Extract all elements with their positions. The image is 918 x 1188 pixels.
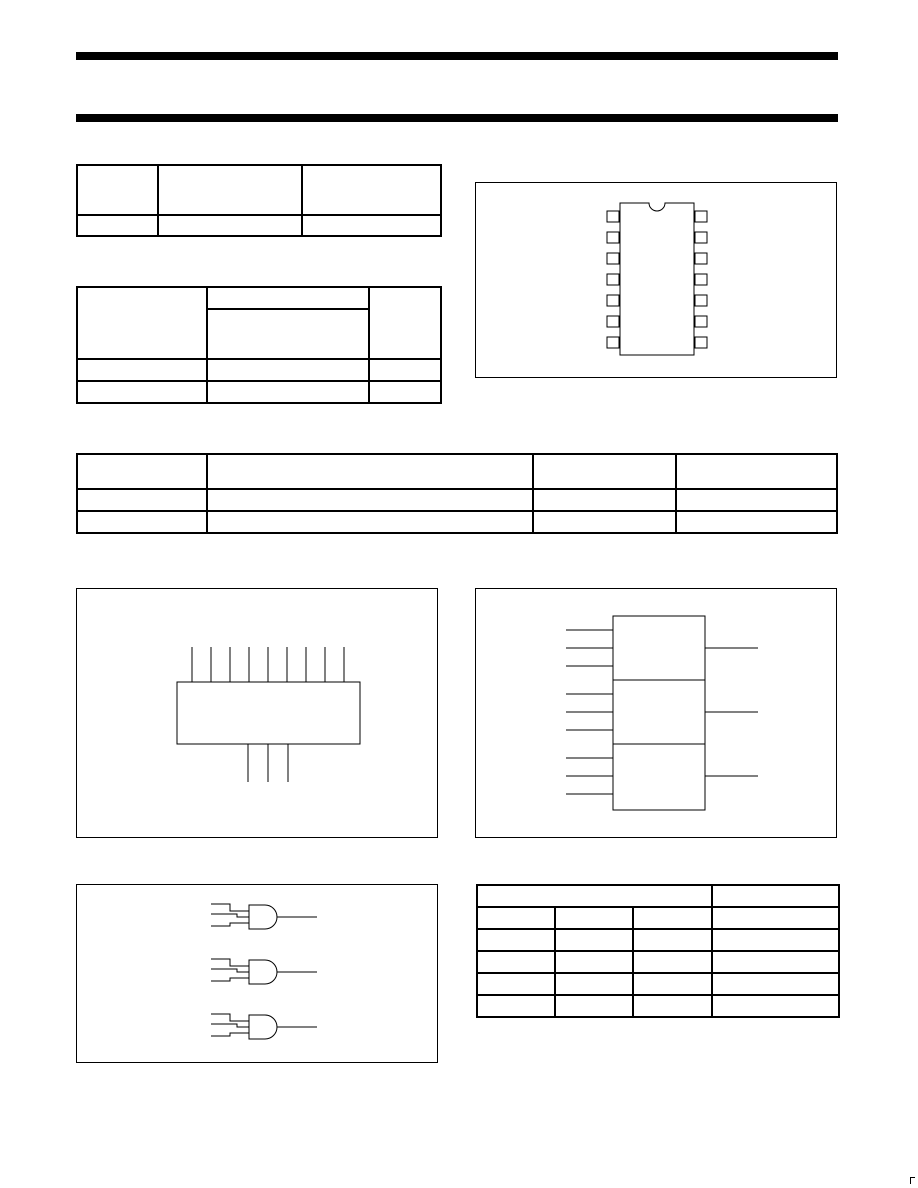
table-cell bbox=[477, 907, 555, 929]
table-cell bbox=[302, 215, 441, 236]
table-cell bbox=[207, 511, 533, 533]
pin-left bbox=[607, 295, 619, 306]
characteristics-table bbox=[76, 453, 838, 534]
temperature-table bbox=[76, 286, 442, 404]
pin-left bbox=[607, 316, 619, 327]
table-cell bbox=[477, 951, 555, 973]
table-cell bbox=[633, 929, 712, 951]
package-body bbox=[620, 203, 694, 355]
table-cell bbox=[676, 511, 837, 533]
table-cell bbox=[369, 381, 441, 403]
table-cell bbox=[555, 907, 633, 929]
gate-input bbox=[211, 978, 249, 981]
gate-input bbox=[211, 959, 249, 966]
gate-input bbox=[211, 1024, 249, 1027]
pin-left bbox=[607, 253, 619, 264]
table-cell bbox=[533, 511, 676, 533]
table-cell bbox=[676, 489, 837, 511]
function-section bbox=[613, 616, 705, 680]
pin-left bbox=[607, 274, 619, 285]
table-cell bbox=[712, 929, 839, 951]
table-cell bbox=[369, 359, 441, 381]
table-cell bbox=[77, 359, 207, 381]
table-cell bbox=[555, 951, 633, 973]
table-cell bbox=[477, 995, 555, 1017]
table-cell bbox=[712, 951, 839, 973]
table-cell bbox=[676, 454, 837, 489]
table-cell bbox=[477, 885, 712, 907]
gate-input bbox=[211, 904, 249, 911]
pin-right bbox=[695, 337, 707, 348]
gate-input bbox=[211, 923, 249, 926]
table-cell bbox=[207, 287, 369, 309]
table-cell bbox=[555, 995, 633, 1017]
table-cell bbox=[77, 215, 158, 236]
table-cell bbox=[77, 381, 207, 403]
and-gate bbox=[249, 905, 277, 929]
table-cell bbox=[712, 973, 839, 995]
header-rule-top bbox=[76, 52, 838, 60]
header-rule-bottom bbox=[76, 114, 838, 122]
logic-block bbox=[177, 682, 360, 744]
table-cell bbox=[555, 973, 633, 995]
table-cell bbox=[207, 381, 369, 403]
pin-right bbox=[695, 232, 707, 243]
table-cell bbox=[712, 907, 839, 929]
table-cell bbox=[633, 995, 712, 1017]
and-gate bbox=[249, 1015, 277, 1039]
table-cell bbox=[533, 454, 676, 489]
logic-symbol-drawing bbox=[77, 589, 437, 837]
pin-right bbox=[695, 274, 707, 285]
table-cell bbox=[158, 215, 302, 236]
table-cell bbox=[477, 973, 555, 995]
pin-right bbox=[695, 316, 707, 327]
table-cell bbox=[633, 973, 712, 995]
gate-input bbox=[211, 914, 249, 917]
gate-input bbox=[211, 1014, 249, 1021]
pin-left bbox=[607, 211, 619, 222]
function-section bbox=[613, 744, 705, 810]
table-cell bbox=[712, 885, 839, 907]
table-cell bbox=[477, 929, 555, 951]
pin-left bbox=[607, 232, 619, 243]
pin-right bbox=[695, 253, 707, 264]
logic-diagram-drawing bbox=[77, 885, 437, 1062]
pin-left bbox=[607, 337, 619, 348]
table-cell bbox=[77, 165, 158, 215]
logic-diagram-figure bbox=[76, 884, 438, 1063]
table-cell bbox=[158, 165, 302, 215]
table-cell bbox=[77, 454, 207, 489]
table-cell bbox=[633, 907, 712, 929]
table-cell bbox=[555, 929, 633, 951]
pin-configuration-figure bbox=[475, 182, 837, 378]
function-section bbox=[613, 680, 705, 744]
pin-right bbox=[695, 295, 707, 306]
table-cell bbox=[302, 165, 441, 215]
table-cell bbox=[207, 454, 533, 489]
ordering-table bbox=[76, 164, 442, 237]
table-cell bbox=[207, 309, 369, 359]
logic-symbol-figure bbox=[76, 588, 438, 838]
gate-input bbox=[211, 1033, 249, 1036]
table-cell bbox=[633, 951, 712, 973]
pin-right bbox=[695, 211, 707, 222]
and-gate bbox=[249, 960, 277, 984]
page-corner-mark bbox=[910, 1177, 915, 1184]
function-table bbox=[476, 884, 840, 1018]
gate-input bbox=[211, 969, 249, 972]
table-cell bbox=[77, 489, 207, 511]
table-cell bbox=[77, 287, 207, 359]
table-cell bbox=[712, 995, 839, 1017]
table-cell bbox=[533, 489, 676, 511]
iec-logic-symbol-drawing bbox=[476, 589, 836, 837]
dip-package-drawing bbox=[476, 183, 836, 377]
table-cell bbox=[77, 511, 207, 533]
iec-logic-symbol-figure bbox=[475, 588, 837, 838]
table-cell bbox=[369, 287, 441, 359]
table-cell bbox=[207, 489, 533, 511]
table-cell bbox=[207, 359, 369, 381]
